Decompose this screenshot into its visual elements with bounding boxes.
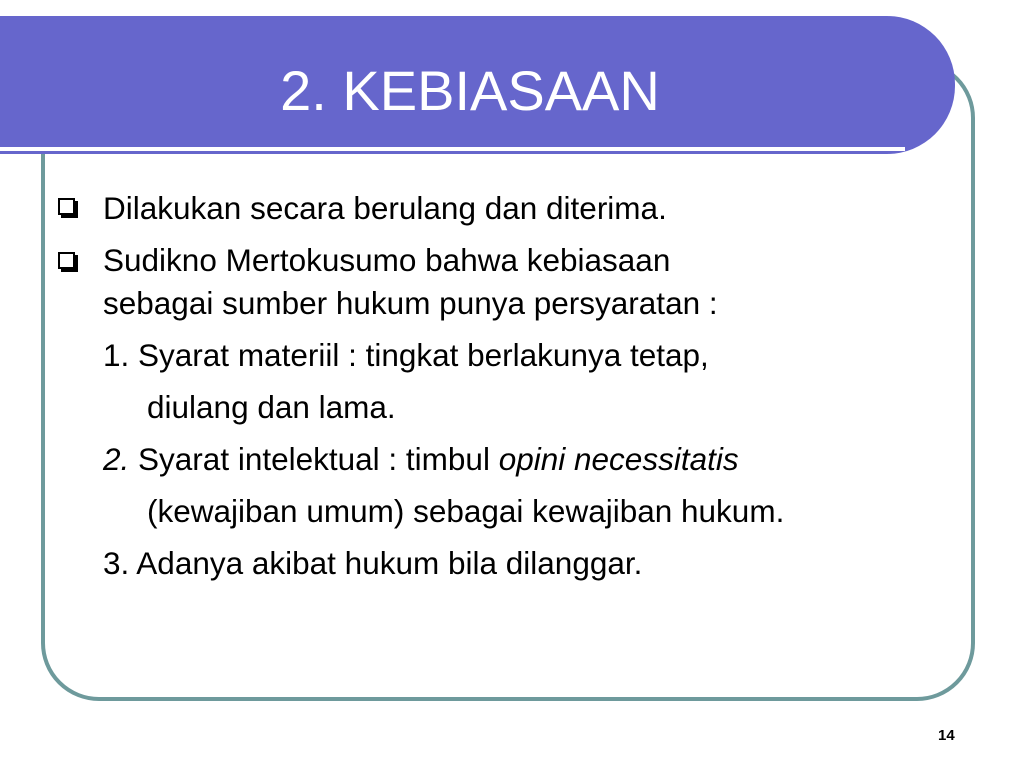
slide-title: 2. KEBIASAAN <box>280 59 660 122</box>
checkbox-bullet-icon <box>58 252 75 269</box>
requirement-2-text: Syarat intelektual : timbul <box>129 441 499 477</box>
requirement-2-number: 2. <box>103 441 130 477</box>
page-number: 14 <box>938 727 955 744</box>
bullet-2-line-1: Sudikno Mertokusumo bahwa kebiasaan <box>103 242 671 278</box>
checkbox-bullet-icon <box>58 198 75 215</box>
requirement-2-line-1 <box>103 439 739 479</box>
bullet-1-text: Dilakukan secara berulang dan diterima. <box>103 190 667 226</box>
requirement-2-term: opini necessitatis <box>498 441 739 477</box>
requirement-1-line-2: diulang dan lama. <box>147 389 396 425</box>
bullet-2-line-2: sebagai sumber hukum punya persyaratan : <box>103 285 718 321</box>
requirement-1-line-1: 1. Syarat materiil : tingkat berlakunya tetap, <box>103 337 709 373</box>
requirement-2-line-2: (kewajiban umum) sebagai kewajiban hukum. <box>147 493 785 529</box>
requirement-3: 3. Adanya akibat hukum bila dilanggar. <box>103 545 643 581</box>
